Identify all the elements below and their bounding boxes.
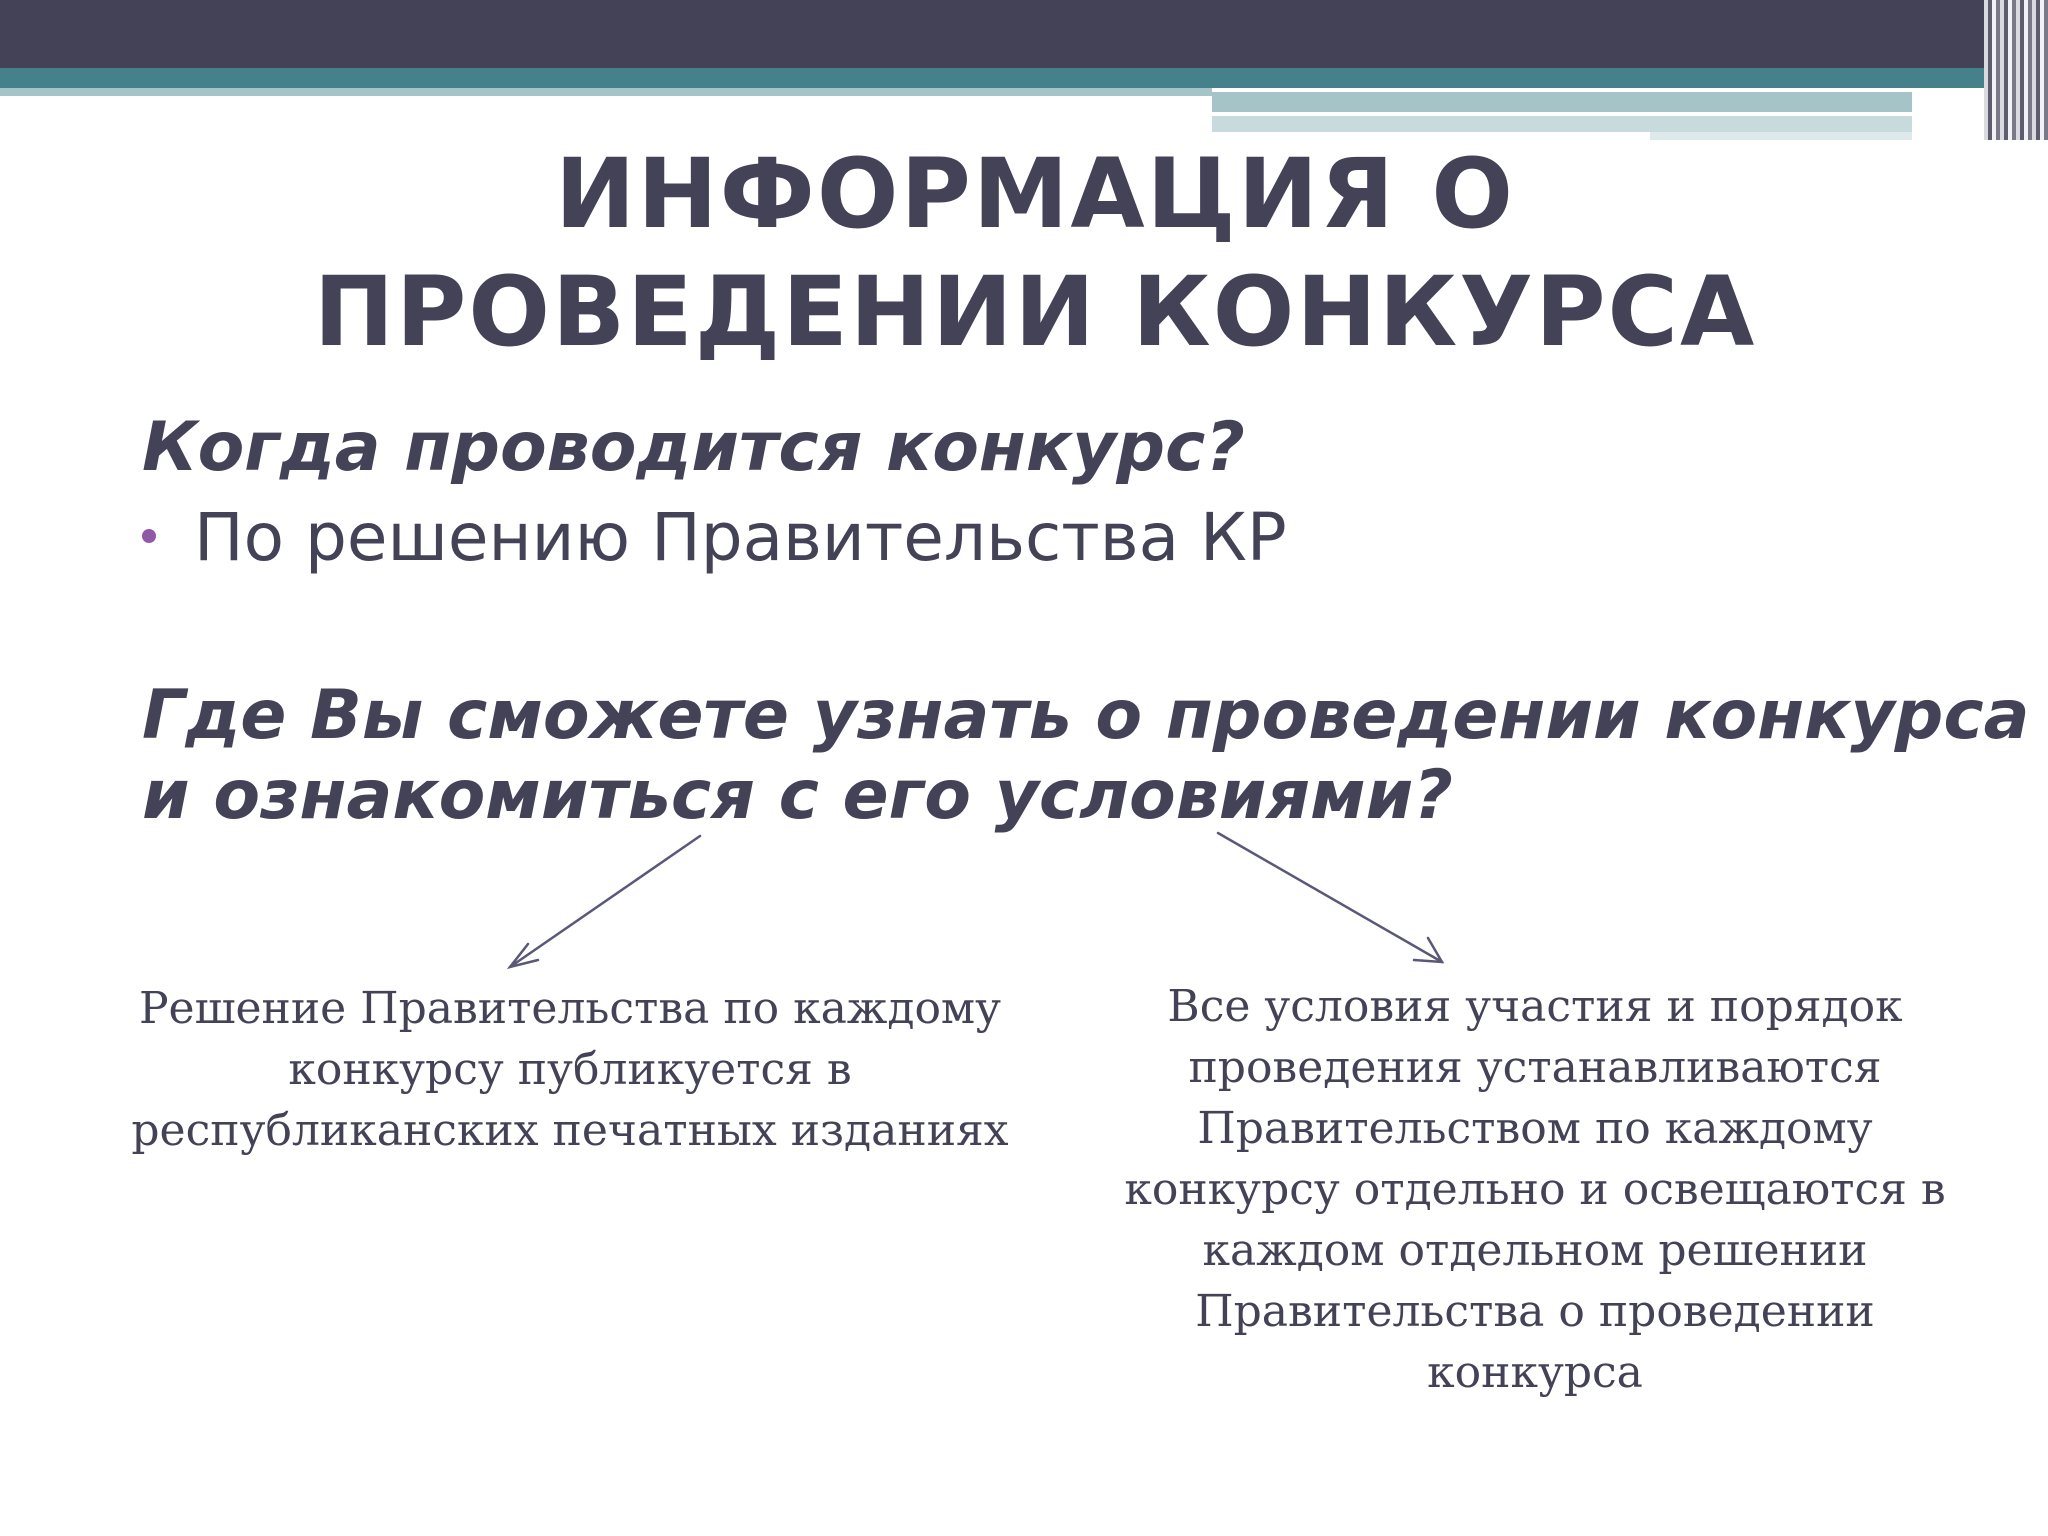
question-where-line-2: и ознакомиться с его условиями? <box>142 756 1453 835</box>
bullet-item <box>142 498 1287 578</box>
answer-right: Все условия участия и порядок проведения устанавливаются Правительством по каждому конкурсу отдельно и освещаются в каждом отдельном решении Правительства о проведении конкурса <box>1124 981 1946 1398</box>
header-band-light <box>0 88 1212 96</box>
bullet-dot-icon <box>142 529 156 543</box>
question-where <box>142 676 2030 836</box>
header-stripes <box>1984 0 2048 140</box>
header-band-teal <box>0 68 2048 88</box>
question-where-line-1: Где Вы сможете узнать о проведении конкурса <box>142 676 2030 755</box>
bullet-text: По решению Правительства КР <box>194 499 1287 576</box>
arrow-right-icon <box>1218 833 1442 962</box>
header-band-accent <box>1212 92 1912 112</box>
answer-left: Решение Правительства по каждому конкурсу публикуется в республиканских печатных изданиях <box>131 983 1009 1156</box>
question-when: Когда проводится конкурс? <box>142 408 1245 487</box>
header-band-dark <box>0 0 2048 68</box>
header-band-accent-lower <box>1212 116 1912 132</box>
arrow-left-icon <box>510 836 700 967</box>
slide-title: ИНФОРМАЦИЯ О ПРОВЕДЕНИИ КОНКУРСА <box>313 138 1757 368</box>
